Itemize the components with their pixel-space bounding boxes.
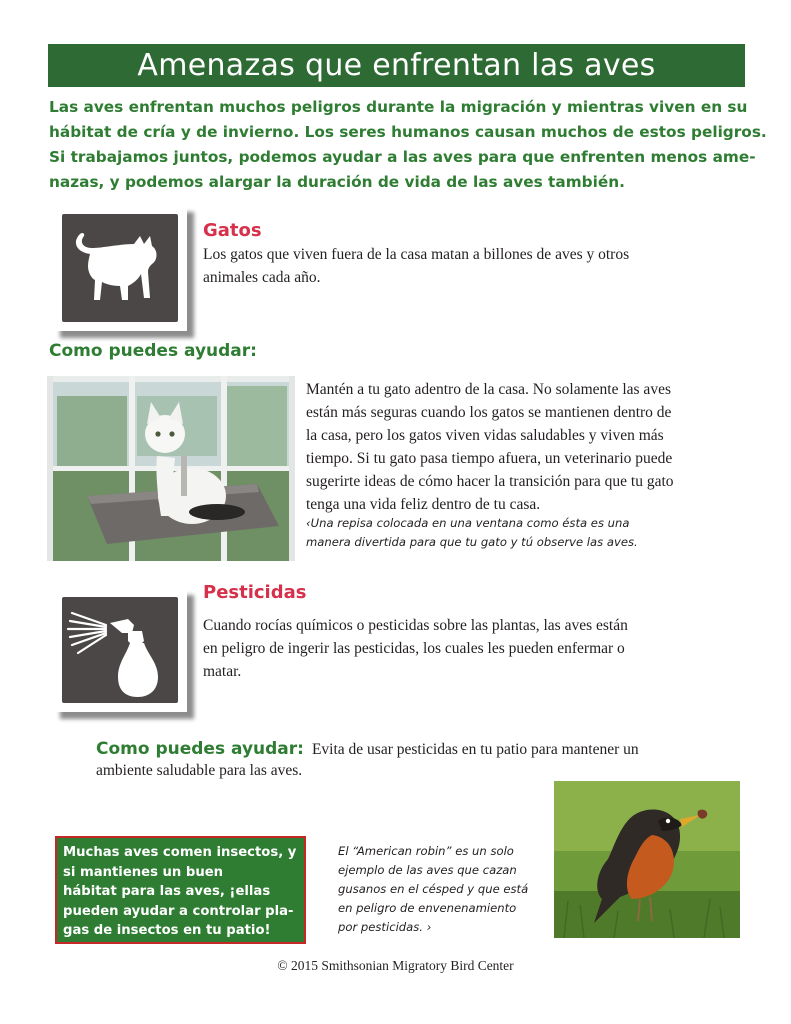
cat-photo-caption [306,514,638,552]
robin-photo [554,781,740,938]
spray-icon-box [53,588,187,712]
cats-help-heading: Como puedes ayudar: [49,341,257,361]
intro-line: nazas, y podemos alargar la duración de vida de las aves también. [49,173,625,191]
cat-icon [62,214,178,322]
cats-heading: Gatos [203,220,262,241]
caption-line: gusanos en el césped y que está [338,882,529,896]
caption-line: manera divertida para que tu gato y tú observe las aves. [306,535,638,549]
insects-callout [55,836,306,944]
cats-text [203,243,629,289]
pesticides-text [203,614,628,683]
cats-help-line: tiempo. Si tu gato pasa tiempo afuera, un veterinario puede [306,450,673,467]
cat-icon-box [53,205,187,331]
cats-help-line: la casa, pero los gatos viven vidas saludables y viven más [306,427,664,444]
pesticides-help-inline: Evita de usar pesticidas en tu patio para mantener un [311,741,639,758]
pesticides-text-line: matar. [203,663,242,680]
callout-line: Muchas aves comen insectos, y [63,845,297,860]
cats-help-text [306,378,674,516]
cats-help-line: están más seguras cuando los gatos se mantienen dentro de [306,404,672,421]
caption-line: en peligro de envenenamiento [338,901,517,915]
caption-line: El “American robin” es un solo [338,844,514,858]
pesticides-help-heading: Como puedes ayudar: [96,739,304,759]
cat-window-photo [47,376,295,561]
pesticides-heading: Pesticidas [203,582,307,603]
pesticides-text-line: en peligro de ingerir las pesticidas, los cuales les pueden enfermar o [203,640,625,657]
intro-line: Las aves enfrentan muchos peligros durante la migración y mientras viven en su [49,98,748,116]
intro-paragraph [49,95,767,195]
footer-copyright: © 2015 Smithsonian Migratory Bird Center [277,958,514,973]
caption-line: ejemplo de las aves que cazan [338,863,517,877]
intro-line: Si trabajamos juntos, podemos ayudar a las aves para que enfrenten menos ame- [49,148,756,166]
cats-text-line: Los gatos que viven fuera de la casa matan a billones de aves y otros [203,246,630,263]
pesticides-help [96,739,736,782]
callout-line: pueden ayudar a controlar pla- [63,903,294,919]
caption-line: por pesticidas. › [338,920,432,934]
cats-text-line: animales cada año. [203,269,321,286]
cats-help-line: sugerirte ideas de cómo hacer la transición para que tu gato [306,473,674,490]
pesticides-text-line: Cuando rocías químicos o pesticidas sobre las plantas, las aves están [203,617,628,634]
callout-line: si mantienes un buen [63,864,224,880]
caption-line: ‹Una repisa colocada en una ventana como ésta es una [306,516,630,530]
cats-help-line: tenga una vida feliz dentro de tu casa. [306,496,541,513]
intro-line: hábitat de cría y de invierno. Los seres humanos causan muchos de estos peligros. [49,123,767,141]
callout-line: hábitat para las aves, ¡ellas [63,884,271,899]
page-title: Amenazas que enfrentan las aves [48,44,745,87]
spray-bottle-icon [62,597,178,703]
pesticides-help-line2: ambiente saludable para las aves. [96,762,303,779]
cats-help-line: Mantén a tu gato adentro de la casa. No solamente las aves [306,381,671,398]
callout-line: gas de insectos en tu patio! [63,923,271,938]
robin-caption [338,842,528,937]
